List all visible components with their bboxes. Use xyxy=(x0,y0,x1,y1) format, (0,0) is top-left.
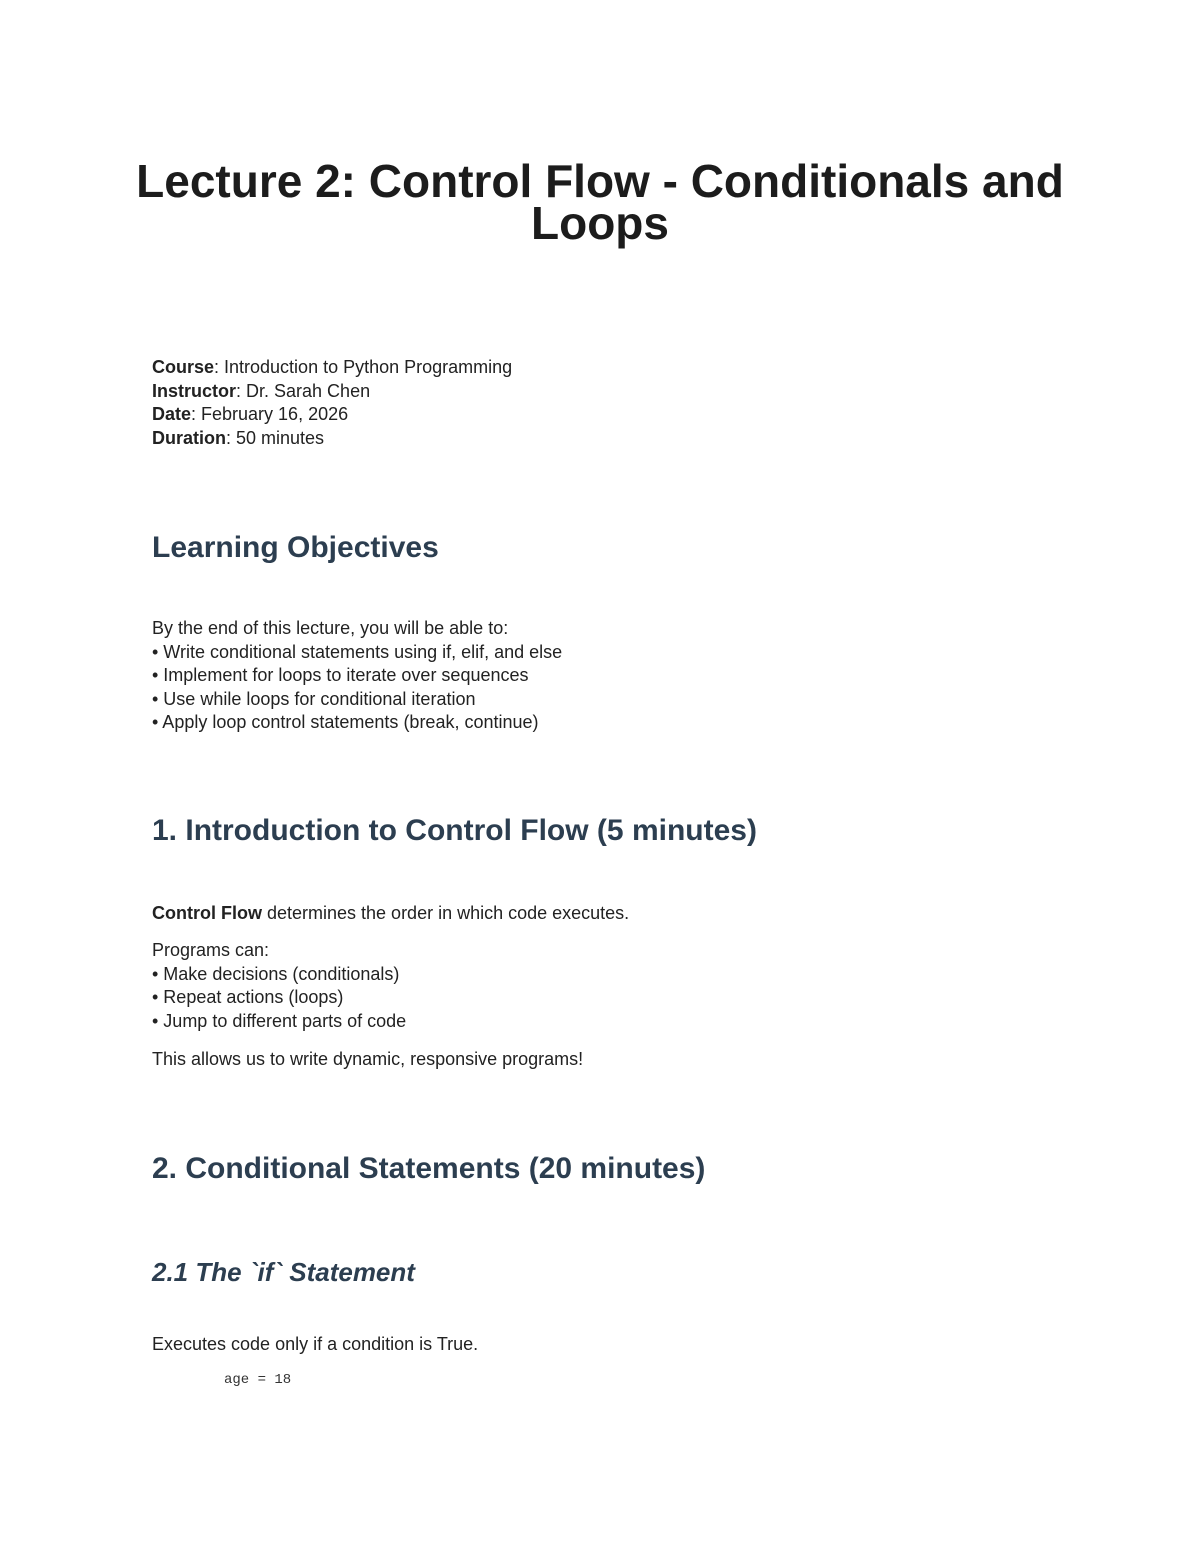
learning-objectives-heading: Learning Objectives xyxy=(152,531,439,564)
meta-duration xyxy=(152,427,512,451)
meta-course-value: : Introduction to Python Programming xyxy=(214,357,513,377)
meta-date-label: Date xyxy=(152,404,192,424)
list-item: • Make decisions (conditionals) xyxy=(152,963,400,984)
control-flow-term: Control Flow xyxy=(152,903,262,923)
subsection-2-1-heading: 2.1 The `if` Statement xyxy=(152,1257,415,1287)
list-item: • Write conditional statements using if, elif, and else xyxy=(152,641,563,662)
meta-duration-value: : 50 minutes xyxy=(226,427,325,448)
meta-duration-label: Duration xyxy=(152,427,226,448)
lecture-title: Lecture 2: Control Flow - Conditionals and Loops xyxy=(136,155,1064,249)
section-1-closing: This allows us to write dynamic, responsive programs! xyxy=(152,1049,584,1069)
objectives-list xyxy=(152,617,562,735)
programs-can-intro: Programs can: xyxy=(152,940,270,960)
control-flow-definition xyxy=(152,902,629,926)
list-item: • Repeat actions (loops) xyxy=(152,987,344,1007)
meta-instructor-value: : Dr. Sarah Chen xyxy=(236,380,371,401)
meta-course-label: Course xyxy=(152,357,215,377)
meta-date xyxy=(152,403,512,427)
programs-can-list xyxy=(152,939,406,1033)
section-2-heading: 2. Conditional Statements (20 minutes) xyxy=(152,1152,706,1185)
code-line: age = 18 xyxy=(224,1372,292,1388)
meta-course xyxy=(152,356,512,380)
lecture-metadata xyxy=(152,356,512,450)
meta-instructor xyxy=(152,380,512,404)
list-item: • Use while loops for conditional iteration xyxy=(152,688,476,709)
if-statement-description: Executes code only if a condition is True. xyxy=(152,1334,479,1354)
control-flow-description: determines the order in which code executes. xyxy=(261,903,630,923)
meta-instructor-label: Instructor xyxy=(152,380,237,401)
section-1-heading: 1. Introduction to Control Flow (5 minutes) xyxy=(152,814,757,847)
objectives-intro: By the end of this lecture, you will be able to: xyxy=(152,618,509,638)
list-item: • Apply loop control statements (break, continue) xyxy=(152,712,539,732)
list-item: • Implement for loops to iterate over sequences xyxy=(152,665,529,685)
list-item: • Jump to different parts of code xyxy=(152,1010,407,1031)
meta-date-value: : February 16, 2026 xyxy=(191,404,349,424)
